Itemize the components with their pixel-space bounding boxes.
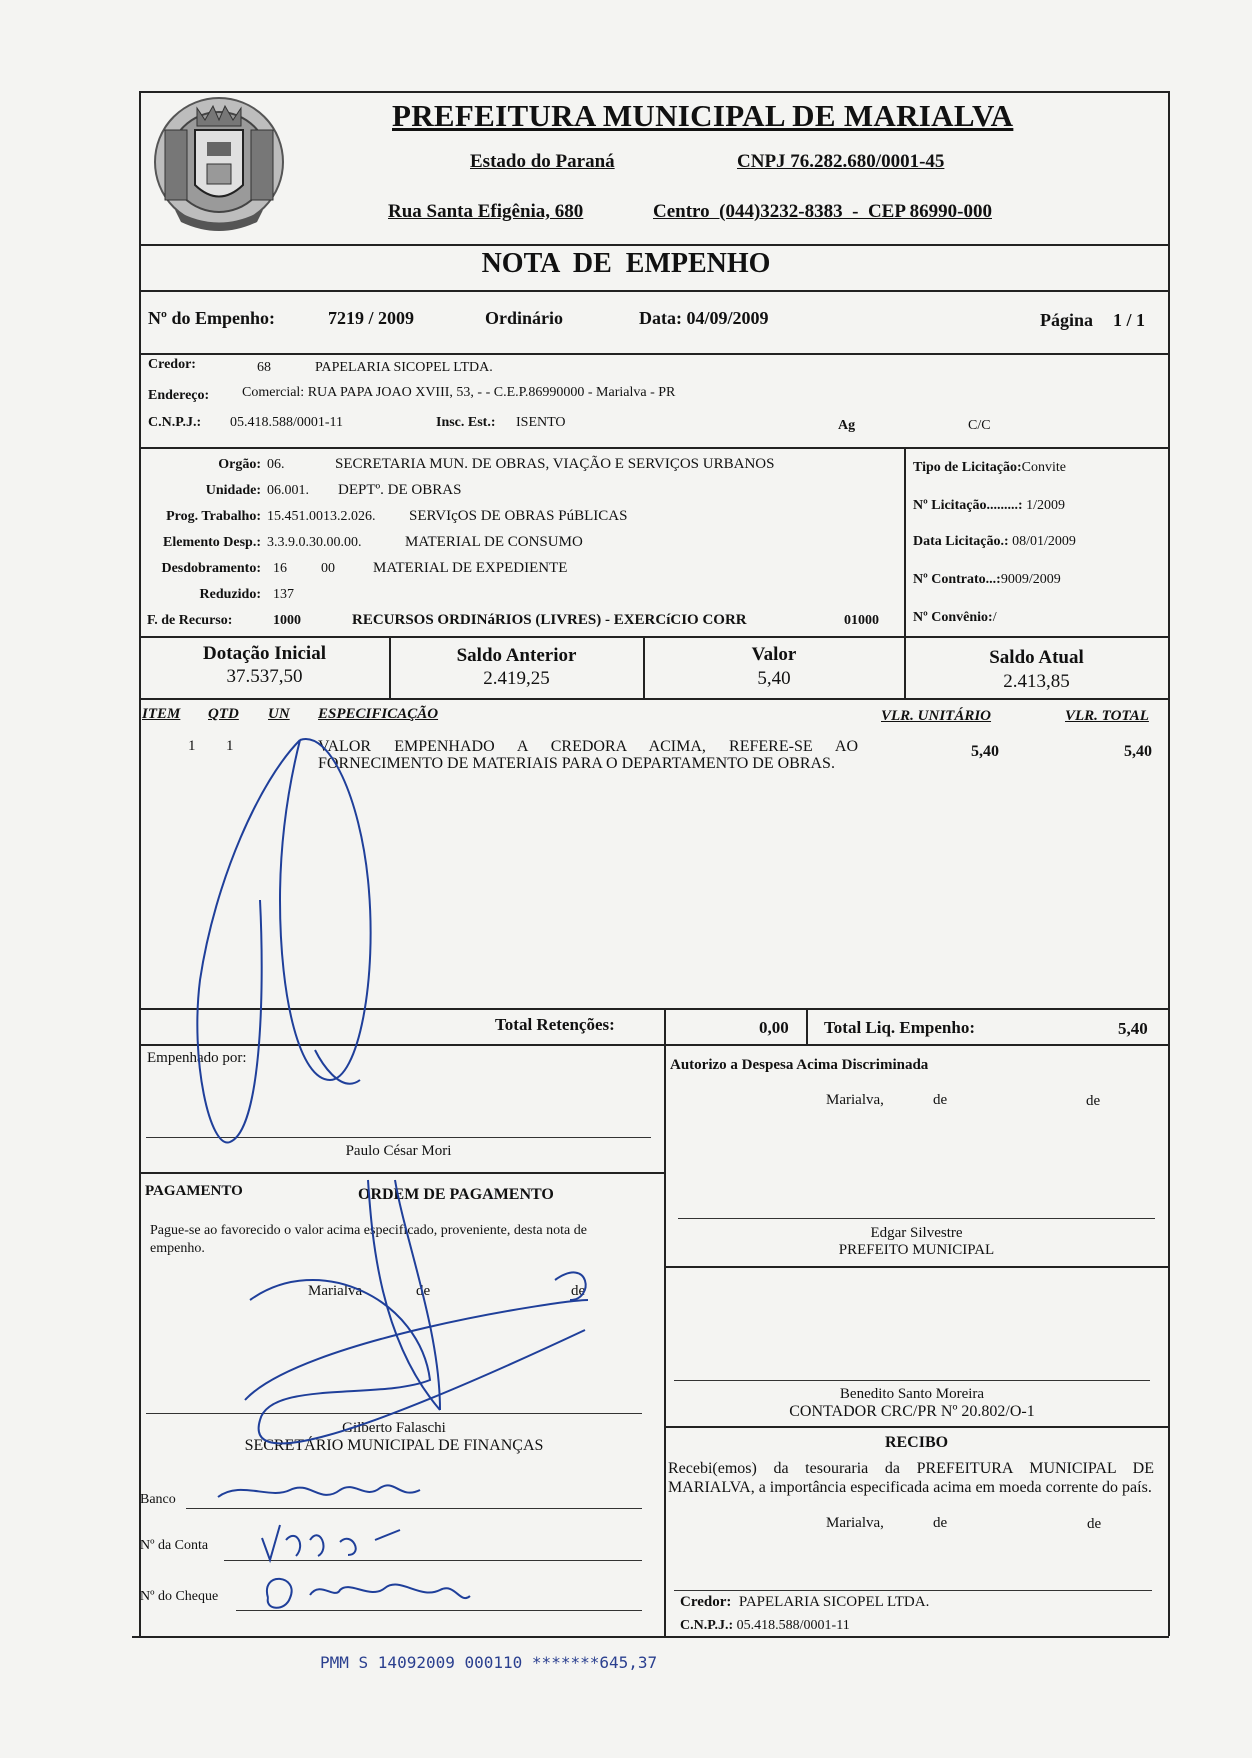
prefeitura-cnpj: CNPJ 76.282.680/0001-45 [737,151,945,172]
insc-value: ISENTO [516,415,566,430]
dotacao-value: 37.537,50 [226,666,303,687]
desdobramento-label: Desdobramento: [161,561,261,576]
valor-label: Valor [751,644,797,665]
item-vlr-total: 5,40 [1124,743,1152,760]
unidade-name: DEPTº. DE OBRAS [338,482,462,498]
page-number: 1 / 1 [1113,310,1146,330]
prog-code: 15.451.0013.2.026. [267,509,376,524]
ordem-pagamento: ORDEM DE PAGAMENTO [358,1186,554,1203]
dotacao-label: Dotação Inicial [203,643,326,664]
data-licitacao: 08/01/2009 [1012,534,1076,549]
desdobramento-sub: 00 [321,561,335,576]
recibo-cnpj: 05.418.588/0001-11 [736,1618,850,1633]
recibo-title: RECIBO [884,1434,949,1451]
orgao-label: Orgão: [218,457,261,472]
unidade-label: Unidade: [205,483,261,498]
col-especificacao: ESPECIFICAÇÃO [318,706,439,722]
orgao-code: 06. [267,457,285,472]
contador-name: Benedito Santo Moreira [839,1386,985,1402]
credor-name: PAPELARIA SICOPEL LTDA. [315,360,493,375]
empenho-number: 7219 / 2009 [328,308,415,328]
recibo-credor-label: Credor: [680,1594,732,1610]
recibo-cnpj-label: C.N.P.J.: [680,1618,734,1633]
col-qtd: QTD [208,706,239,722]
credor-cnpj-label: C.N.P.J.: [148,415,202,430]
elemento-name: MATERIAL DE CONSUMO [405,534,583,550]
tipo-licitacao-label: Tipo de Licitação: [913,460,1022,475]
convenio-label: Nº Convênio: [913,610,993,625]
pagamento-label: PAGAMENTO [145,1183,243,1199]
retencoes-value: 0,00 [759,1018,789,1037]
reduzido-value: 137 [273,587,294,602]
banco-label: Banco [140,1492,176,1507]
convenio-value: / [992,610,997,625]
endereco-label: Endereço: [148,388,210,403]
fonte-num: 01000 [844,613,879,628]
num-licitacao: 1/2009 [1026,498,1065,513]
saldo-atual-label: Saldo Atual [989,647,1084,668]
item-number: 1 [188,738,196,754]
item-especificacao: VALOR EMPENHADO A CREDORA ACIMA, REFERE-SE AO FORNECIMENTO DE MATERIAIS PARA O DEPARTAMENTO DE OBRAS. [318,738,858,772]
pagamento-place: Marialva [308,1283,363,1299]
prefeitura-contact: Centro (044)3232-8383 - CEP 86990-000 [653,201,992,222]
empenhado-label: Empenhado por: [147,1050,247,1066]
autorizo-place: Marialva, [826,1092,884,1108]
fonte-code: 1000 [273,613,301,628]
fonte-name: RECURSOS ORDINáRIOS (LIVRES) - EXERCíCIO CORR [352,612,747,628]
recibo-place: Marialva, [826,1515,884,1531]
col-vlr-total: VLR. TOTAL [1065,708,1149,724]
tipo-licitacao: Convite [1021,460,1066,475]
valor-value: 5,40 [757,668,791,689]
credor-code: 68 [257,360,271,375]
secretario-role: SECRETÁRIO MUNICIPAL DE FINANÇAS [244,1437,544,1454]
col-un: UN [268,706,290,722]
desdobramento-name: MATERIAL DE EXPEDIENTE [373,560,568,576]
cheque-label: Nº do Cheque [140,1589,219,1604]
doc-title: NOTA DE EMPENHO [481,248,771,279]
cc-label: C/C [968,418,991,433]
empenho-label: Nº do Empenho: [148,308,275,328]
contrato-label: Nº Contrato...: [913,572,1001,587]
prefeito-role: PREFEITO MUNICIPAL [838,1242,995,1258]
saldo-atual-value: 2.413,85 [1003,671,1070,692]
recibo-de1: de [933,1515,948,1531]
prefeitura-title: PREFEITURA MUNICIPAL DE MARIALVA [392,98,1014,133]
recibo-credor: PAPELARIA SICOPEL LTDA. [738,1594,930,1610]
autorizo-label: Autorizo a Despesa Acima Discriminada [670,1057,929,1073]
pagamento-text: Pague-se ao favorecido o valor acima especificado, proveniente, desta nota de empenho. [150,1223,587,1256]
recibo-de2: de [1087,1516,1102,1532]
item-qtd: 1 [226,738,234,754]
elemento-label: Elemento Desp.: [163,535,261,550]
unidade-code: 06.001. [267,483,309,498]
col-item: ITEM [142,706,181,722]
total-liq-value: 5,40 [1118,1019,1148,1038]
col-vlr-unitario: VLR. UNITÁRIO [881,708,992,724]
ag-label: Ag [838,418,856,433]
total-liq-label: Total Liq. Empenho: [824,1018,975,1037]
empenho-type: Ordinário [485,308,564,328]
payment-stamp: PMM S 14092009 000110 *******645,37 [320,1653,658,1672]
autorizo-de2: de [1086,1093,1101,1109]
elemento-code: 3.3.9.0.30.00.00. [267,535,362,550]
credor-cnpj: 05.418.588/0001-11 [230,415,344,430]
prefeito-name: Edgar Silvestre [870,1225,963,1241]
conta-label: Nº da Conta [140,1538,209,1553]
autorizo-de1: de [933,1092,948,1108]
contador-role: CONTADOR CRC/PR Nº 20.802/O-1 [789,1403,1035,1420]
prog-label: Prog. Trabalho: [166,509,261,524]
prog-name: SERVIçOS DE OBRAS PúBLICAS [409,508,628,524]
saldo-anterior-value: 2.419,25 [483,668,550,689]
credor-label: Credor: [148,357,196,372]
pagamento-de1: de [416,1283,431,1299]
prefeitura-address: Rua Santa Efigênia, 680 [388,201,584,222]
fonte-label: F. de Recurso: [147,613,233,628]
recibo-text: Recebi(emos) da tesouraria da PREFEITURA MUNICIPAL DE MARIALVA, a importância especificada acima em moeda corrente do país. [668,1460,1154,1496]
orgao-name: SECRETARIA MUN. DE OBRAS, VIAÇÃO E SERVIÇOS URBANOS [335,456,775,472]
saldo-anterior-label: Saldo Anterior [456,645,577,666]
item-vlr-unitario: 5,40 [971,743,999,760]
endereco-value: Comercial: RUA PAPA JOAO XVIII, 53, - - C.E.P.86990000 - Marialva - PR [242,385,676,400]
page-label: Página [1040,310,1094,330]
insc-label: Insc. Est.: [436,415,496,430]
desdobramento-code: 16 [273,561,287,576]
empenhado-signer: Paulo César Mori [345,1143,452,1159]
reduzido-label: Reduzido: [199,587,261,602]
retencoes-label: Total Retenções: [495,1015,615,1034]
state-name: Estado do Paraná [470,151,615,172]
secretario-name: Gilberto Falaschi [342,1420,446,1436]
pagamento-de2: de [571,1283,586,1299]
empenho-date: Data: 04/09/2009 [639,308,769,328]
data-licitacao-label: Data Licitação.: [913,534,1009,549]
contrato-value: 9009/2009 [1000,572,1061,587]
num-licitacao-label: Nº Licitação.........: [913,498,1023,513]
